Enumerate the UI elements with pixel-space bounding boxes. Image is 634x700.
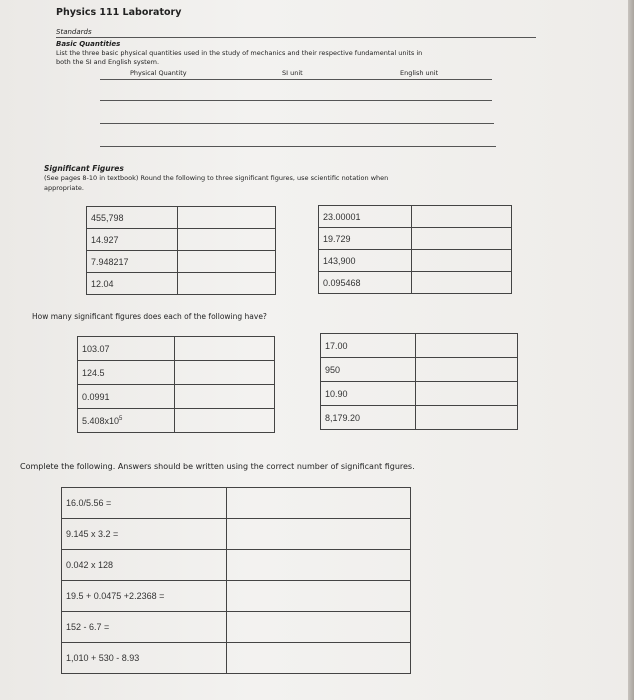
round-table-right <box>318 205 512 294</box>
count-value-mantissa: 5.408x10 <box>82 415 120 426</box>
table-row <box>319 228 512 250</box>
answer-cell[interactable] <box>175 337 275 361</box>
table-row <box>321 334 518 358</box>
round-value: 12.04 <box>87 273 178 295</box>
answer-cell[interactable] <box>227 519 411 550</box>
table-row <box>87 229 276 251</box>
table-row <box>319 206 512 228</box>
answer-line-header <box>100 79 492 80</box>
standards-label: Standards <box>56 28 92 36</box>
count-value: 10.90 <box>321 382 416 406</box>
expression: 16.0/5.56 = <box>62 488 227 519</box>
sigfig-instruction-1: (See pages 8-10 in textbook) Round the following to three significant figures, use scientific notation when <box>44 174 389 182</box>
table-row <box>62 488 411 519</box>
count-value <box>78 409 175 433</box>
table-row <box>321 358 518 382</box>
expression: 0.042 x 128 <box>62 550 227 581</box>
answer-cell[interactable] <box>416 406 518 430</box>
answer-cell[interactable] <box>412 228 512 250</box>
page-title: Physics 111 Laboratory <box>56 7 182 18</box>
answer-cell[interactable] <box>227 643 411 674</box>
round-table-left <box>86 206 276 295</box>
table-row <box>87 207 276 229</box>
count-table-right <box>320 333 518 430</box>
answer-cell[interactable] <box>227 550 411 581</box>
table-row <box>62 550 411 581</box>
expression: 19.5 + 0.0475 +2.2368 = <box>62 581 227 612</box>
round-value: 143,900 <box>319 250 412 272</box>
sigfig-instruction-2: appropriate. <box>44 184 84 192</box>
table-row <box>319 250 512 272</box>
round-value: 19.729 <box>319 228 412 250</box>
answer-line-2[interactable] <box>100 123 494 124</box>
column-si-unit: SI unit <box>282 69 303 77</box>
count-question: How many significant figures does each of the following have? <box>32 312 267 321</box>
standards-divider <box>56 37 536 38</box>
answer-cell[interactable] <box>416 334 518 358</box>
basic-quantities-heading: Basic Quantities <box>56 40 121 48</box>
table-row <box>321 382 518 406</box>
answer-cell[interactable] <box>175 385 275 409</box>
table-row <box>62 643 411 674</box>
answer-cell[interactable] <box>178 273 276 295</box>
answer-line-3[interactable] <box>100 146 496 147</box>
answer-cell[interactable] <box>227 488 411 519</box>
count-value: 0.0991 <box>78 385 175 409</box>
table-row <box>62 581 411 612</box>
count-value-exponent: 5 <box>119 415 123 422</box>
count-value: 950 <box>321 358 416 382</box>
sigfig-heading: Significant Figures <box>44 164 124 173</box>
answer-cell[interactable] <box>416 382 518 406</box>
answer-cell[interactable] <box>227 612 411 643</box>
column-physical-quantity: Physical Quantity <box>130 69 187 77</box>
basic-quantities-instruction-1: List the three basic physical quantities used in the study of mechanics and their respective fundamental units in <box>56 49 423 57</box>
round-value: 23.00001 <box>319 206 412 228</box>
table-row <box>321 406 518 430</box>
table-row <box>62 519 411 550</box>
round-value: 455,798 <box>87 207 178 229</box>
table-row <box>87 251 276 273</box>
count-table-left <box>77 336 275 433</box>
column-english-unit: English unit <box>400 69 439 77</box>
table-row <box>62 612 411 643</box>
round-value: 0.095468 <box>319 272 412 294</box>
answer-line-1[interactable] <box>100 100 492 101</box>
count-value: 103.07 <box>78 337 175 361</box>
basic-quantities-instruction-2: both the SI and English system. <box>56 58 160 66</box>
answer-cell[interactable] <box>178 251 276 273</box>
round-value: 14.927 <box>87 229 178 251</box>
table-row <box>78 385 275 409</box>
expression: 1,010 + 530 - 8.93 <box>62 643 227 674</box>
table-row <box>78 337 275 361</box>
table-row <box>78 361 275 385</box>
answer-cell[interactable] <box>175 409 275 433</box>
count-value: 17.00 <box>321 334 416 358</box>
answer-cell[interactable] <box>412 250 512 272</box>
expression: 9.145 x 3.2 = <box>62 519 227 550</box>
count-value: 8,179.20 <box>321 406 416 430</box>
expression: 152 - 6.7 = <box>62 612 227 643</box>
page-edge <box>628 0 634 700</box>
count-value: 124.5 <box>78 361 175 385</box>
complete-table <box>61 487 411 674</box>
complete-instruction: Complete the following. Answers should be written using the correct number of significant figures. <box>20 462 415 471</box>
answer-cell[interactable] <box>412 272 512 294</box>
round-value: 7.948217 <box>87 251 178 273</box>
table-row <box>78 409 275 433</box>
answer-cell[interactable] <box>416 358 518 382</box>
answer-cell[interactable] <box>175 361 275 385</box>
answer-cell[interactable] <box>178 207 276 229</box>
answer-cell[interactable] <box>178 229 276 251</box>
answer-cell[interactable] <box>412 206 512 228</box>
table-row <box>319 272 512 294</box>
table-row <box>87 273 276 295</box>
answer-cell[interactable] <box>227 581 411 612</box>
